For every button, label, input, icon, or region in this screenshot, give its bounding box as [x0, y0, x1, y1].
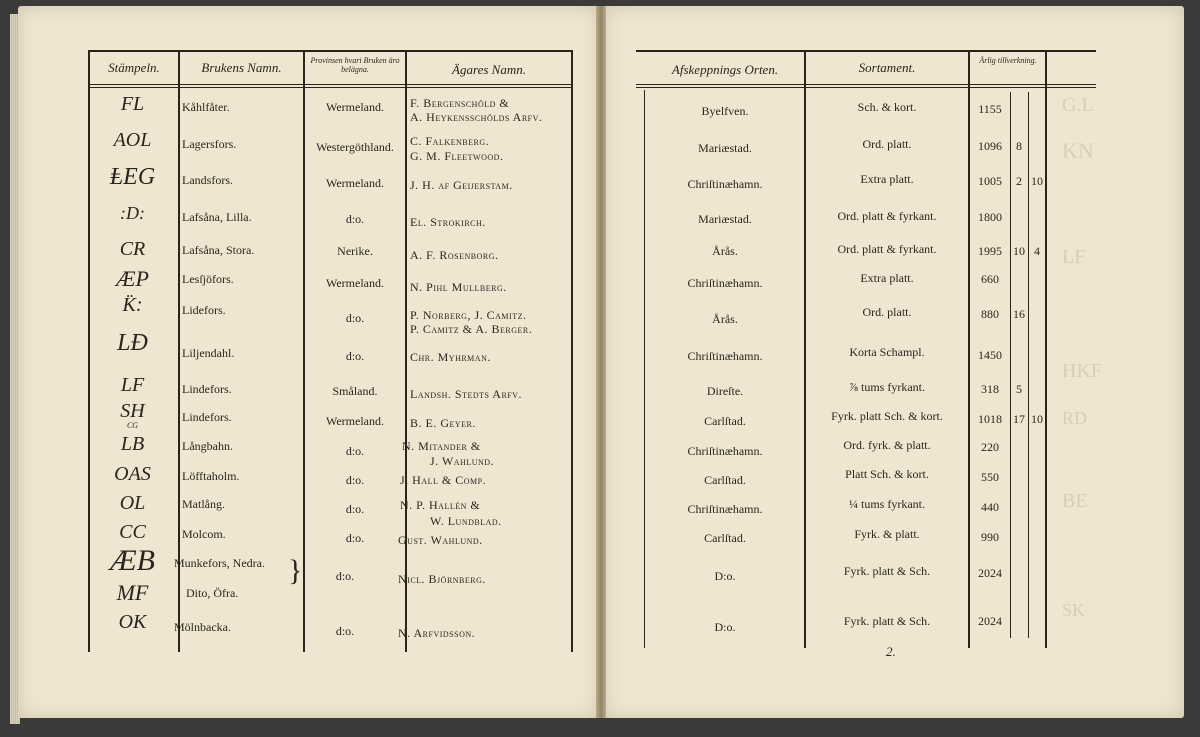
table-top-rule [636, 50, 1096, 52]
port-name: Chriſtinæhamn. [687, 502, 763, 516]
works-name: Lidefors. [182, 303, 226, 317]
stamp-mark: K̈: [122, 294, 143, 316]
port-name: Mariæstad. [698, 212, 752, 226]
production-value: 2024 [978, 566, 1002, 580]
owner-name: P. Camitz & A. Berger. [410, 322, 533, 336]
header-stamp: Stämpeln. [108, 60, 160, 75]
production-value: 2 [1016, 174, 1022, 188]
assortment: Fyrk. & platt. [854, 527, 920, 541]
stamp-mark: AOL [113, 129, 152, 151]
province-name: Westergöthland. [316, 140, 394, 154]
province-name: d:o. [345, 311, 365, 325]
bleed-through-text: BE [1062, 490, 1088, 512]
production-value: 5 [1016, 382, 1022, 396]
works-name: Lindefors. [182, 382, 232, 396]
header-bottom-rule [636, 87, 1096, 88]
works-name: Landsfors. [182, 173, 233, 187]
assortment: Korta Schampl. [849, 345, 925, 359]
production-value: 880 [981, 307, 999, 321]
works-name: Liljendahl. [182, 346, 235, 360]
assortment: Extra platt. [860, 172, 914, 186]
assortment: Ord. platt & fyrkant. [837, 242, 937, 256]
works-name: Molcom. [182, 527, 226, 541]
owner-name: P. Norberg, J. Camitz. [410, 308, 527, 322]
production-value: 2024 [978, 614, 1002, 628]
port-name: Årås. [712, 244, 738, 258]
province-name: Wermeland. [325, 276, 384, 290]
assortment: Extra platt. [860, 271, 914, 285]
province-name: d:o. [345, 212, 365, 226]
stamp-mark: OL [119, 492, 146, 514]
production-value: 990 [981, 530, 999, 544]
production-value: 10 [1031, 174, 1043, 188]
stamp-mark: OAS [114, 463, 151, 485]
owner-name: A. Heykensschölds Arfv. [410, 110, 543, 124]
stamp-mark: OK [118, 611, 147, 633]
production-value: 10 [1031, 412, 1043, 426]
production-value: 1018 [978, 412, 1002, 426]
stamp-sub-mark: CG [126, 421, 139, 430]
province-name: d:o. [335, 624, 355, 638]
works-name: Lagersfors. [182, 137, 237, 151]
province-name: d:o. [345, 444, 365, 458]
province-name: d:o. [345, 502, 365, 516]
production-value: 16 [1013, 307, 1025, 321]
port-name: Mariæstad. [698, 141, 752, 155]
stamp-mark: SH [120, 400, 145, 422]
production-value: 1155 [978, 102, 1002, 116]
port-name: Carlſtad. [704, 414, 746, 428]
stamp-mark: LÐ [117, 330, 148, 356]
production-value: 318 [981, 382, 999, 396]
assortment: Fyrk. platt & Sch. [843, 564, 931, 578]
page-number: 2. [886, 644, 896, 659]
province-name: Wermeland. [325, 100, 384, 114]
stamp-mark: LB [120, 433, 145, 455]
production-value: 4 [1034, 244, 1040, 258]
port-name: Chriſtinæhamn. [687, 349, 763, 363]
production-value: 1096 [978, 139, 1002, 153]
works-name: Matlång. [182, 497, 225, 511]
production-value: 17 [1013, 412, 1025, 426]
assortment: Ord. platt & fyrkant. [837, 209, 937, 223]
header-bottom-rule [88, 84, 573, 85]
owner-name: F. Bergenschöld & [410, 96, 510, 110]
table-top-rule [88, 50, 573, 52]
port-name: Chriſtinæhamn. [687, 177, 763, 191]
column-divider [1045, 50, 1047, 648]
stamp-mark: CC [119, 521, 146, 543]
works-name: Kåhlfåter. [182, 100, 230, 114]
province-name: d:o. [335, 569, 355, 583]
production-value: 1995 [978, 244, 1002, 258]
column-divider [644, 90, 645, 648]
production-value: 440 [981, 500, 999, 514]
assortment: ⅞ tums fyrkant. [849, 380, 925, 394]
bleed-through-text: SK [1062, 600, 1086, 620]
owner-name: N. Arfvidsson. [398, 626, 476, 640]
works-name: Mölnbacka. [174, 620, 231, 634]
works-name: Lafsåna, Stora. [182, 243, 255, 257]
works-name: Dito, Öfra. [186, 586, 239, 600]
works-name: Lesſjöfors. [182, 272, 234, 286]
header-port: Afskeppnings Orten. [671, 62, 779, 77]
owner-name: A. F. Rosenborg. [410, 248, 499, 262]
province-name: Nerike. [337, 244, 373, 258]
port-name: D:o. [714, 569, 736, 583]
header-bottom-rule [88, 87, 573, 88]
book-gutter [596, 6, 606, 718]
stamp-mark: FL [120, 93, 145, 115]
production-value: 550 [981, 470, 999, 484]
port-name: D:o. [714, 620, 736, 634]
assortment: ¼ tums fyrkant. [849, 497, 925, 511]
stamp-mark: MF [116, 580, 149, 605]
stamp-mark: ÆB [110, 544, 155, 577]
works-name: Lindefors. [182, 410, 232, 424]
owner-name: G. M. Fleetwood. [410, 149, 504, 163]
header-assortment: Sortament. [858, 60, 916, 75]
bleed-through-text: KN [1062, 138, 1094, 163]
owner-name: Gust. Wahlund. [398, 533, 483, 547]
production-value: 8 [1016, 139, 1022, 153]
production-value: 1005 [978, 174, 1002, 188]
province-name: Wermeland. [325, 176, 384, 190]
province-name: d:o. [345, 473, 365, 487]
owner-name: W. Lundblad. [430, 514, 502, 528]
bleed-through-text: LF [1062, 246, 1086, 268]
header-province: Provinsen hvari Bruken äro belägna. [310, 56, 400, 74]
stamp-mark: LF [120, 374, 145, 396]
owner-name: Nicl. Björnberg. [398, 572, 486, 586]
works-name: Långbahn. [182, 439, 233, 453]
works-name: Munkefors, Nedra. [174, 556, 265, 570]
brace-mark: } [288, 554, 303, 587]
stamp-mark: :D: [120, 203, 145, 223]
assortment: Ord. platt. [862, 305, 912, 319]
port-name: Byelfven. [701, 104, 749, 118]
owner-name: J. Wahlund. [430, 454, 495, 468]
province-name: Wermeland. [325, 414, 384, 428]
header-works: Brukens Namn. [201, 60, 282, 75]
header-bottom-rule [636, 84, 1096, 85]
province-name: d:o. [345, 349, 365, 363]
bleed-through-text: RD [1062, 408, 1088, 428]
column-divider [571, 50, 573, 652]
production-value: 1450 [978, 348, 1002, 362]
port-name: Årås. [712, 312, 738, 326]
stamp-mark: CR [119, 238, 146, 260]
port-name: Direſte. [706, 384, 744, 398]
assortment: Fyrk. platt Sch. & kort. [831, 409, 943, 423]
port-name: Carlſtad. [704, 531, 746, 545]
port-name: Chriſtinæhamn. [687, 276, 763, 290]
production-value: 10 [1013, 244, 1025, 258]
works-name: Löfftaholm. [182, 469, 240, 483]
bleed-through-text: G.L [1062, 94, 1094, 116]
production-value: 1800 [978, 210, 1002, 224]
stamp-mark: ÆP [116, 266, 149, 291]
owner-name: N. P. Hallén & [400, 498, 481, 512]
owner-name: N. Mitander & [402, 439, 481, 453]
header-production: Årlig tillverkning. [979, 56, 1037, 65]
owner-name: B. E. Geyer. [410, 416, 476, 430]
stamp-mark: ⱠEG [109, 164, 156, 190]
assortment: Platt Sch. & kort. [845, 467, 929, 481]
column-divider [405, 50, 407, 652]
port-name: Chriſtinæhamn. [687, 444, 763, 458]
province-name: Småland. [332, 384, 378, 398]
owner-name: Chr. Myhrman. [410, 350, 491, 364]
owner-name: El. Strokirch. [410, 215, 486, 229]
owner-name: C. Falkenberg. [410, 134, 490, 148]
assortment: Sch. & kort. [857, 100, 917, 114]
assortment: Ord. platt. [862, 137, 912, 151]
port-name: Carlſtad. [704, 473, 746, 487]
province-name: d:o. [345, 531, 365, 545]
header-owner: Ägares Namn. [452, 62, 526, 77]
bleed-through-text: HKF [1062, 360, 1103, 382]
assortment: Ord. fyrk. & platt. [843, 438, 931, 452]
assortment: Fyrk. platt & Sch. [843, 614, 931, 628]
owner-name: Landsh. Stedts Arfv. [410, 387, 523, 401]
owner-name: J. Hall & Comp. [400, 473, 487, 487]
works-name: Lafsåna, Lilla. [182, 210, 252, 224]
owner-name: N. Pihl Mullberg. [410, 280, 507, 294]
production-value: 220 [981, 440, 999, 454]
owner-name: J. H. af Geijerstam. [410, 178, 513, 192]
production-value: 660 [981, 272, 999, 286]
